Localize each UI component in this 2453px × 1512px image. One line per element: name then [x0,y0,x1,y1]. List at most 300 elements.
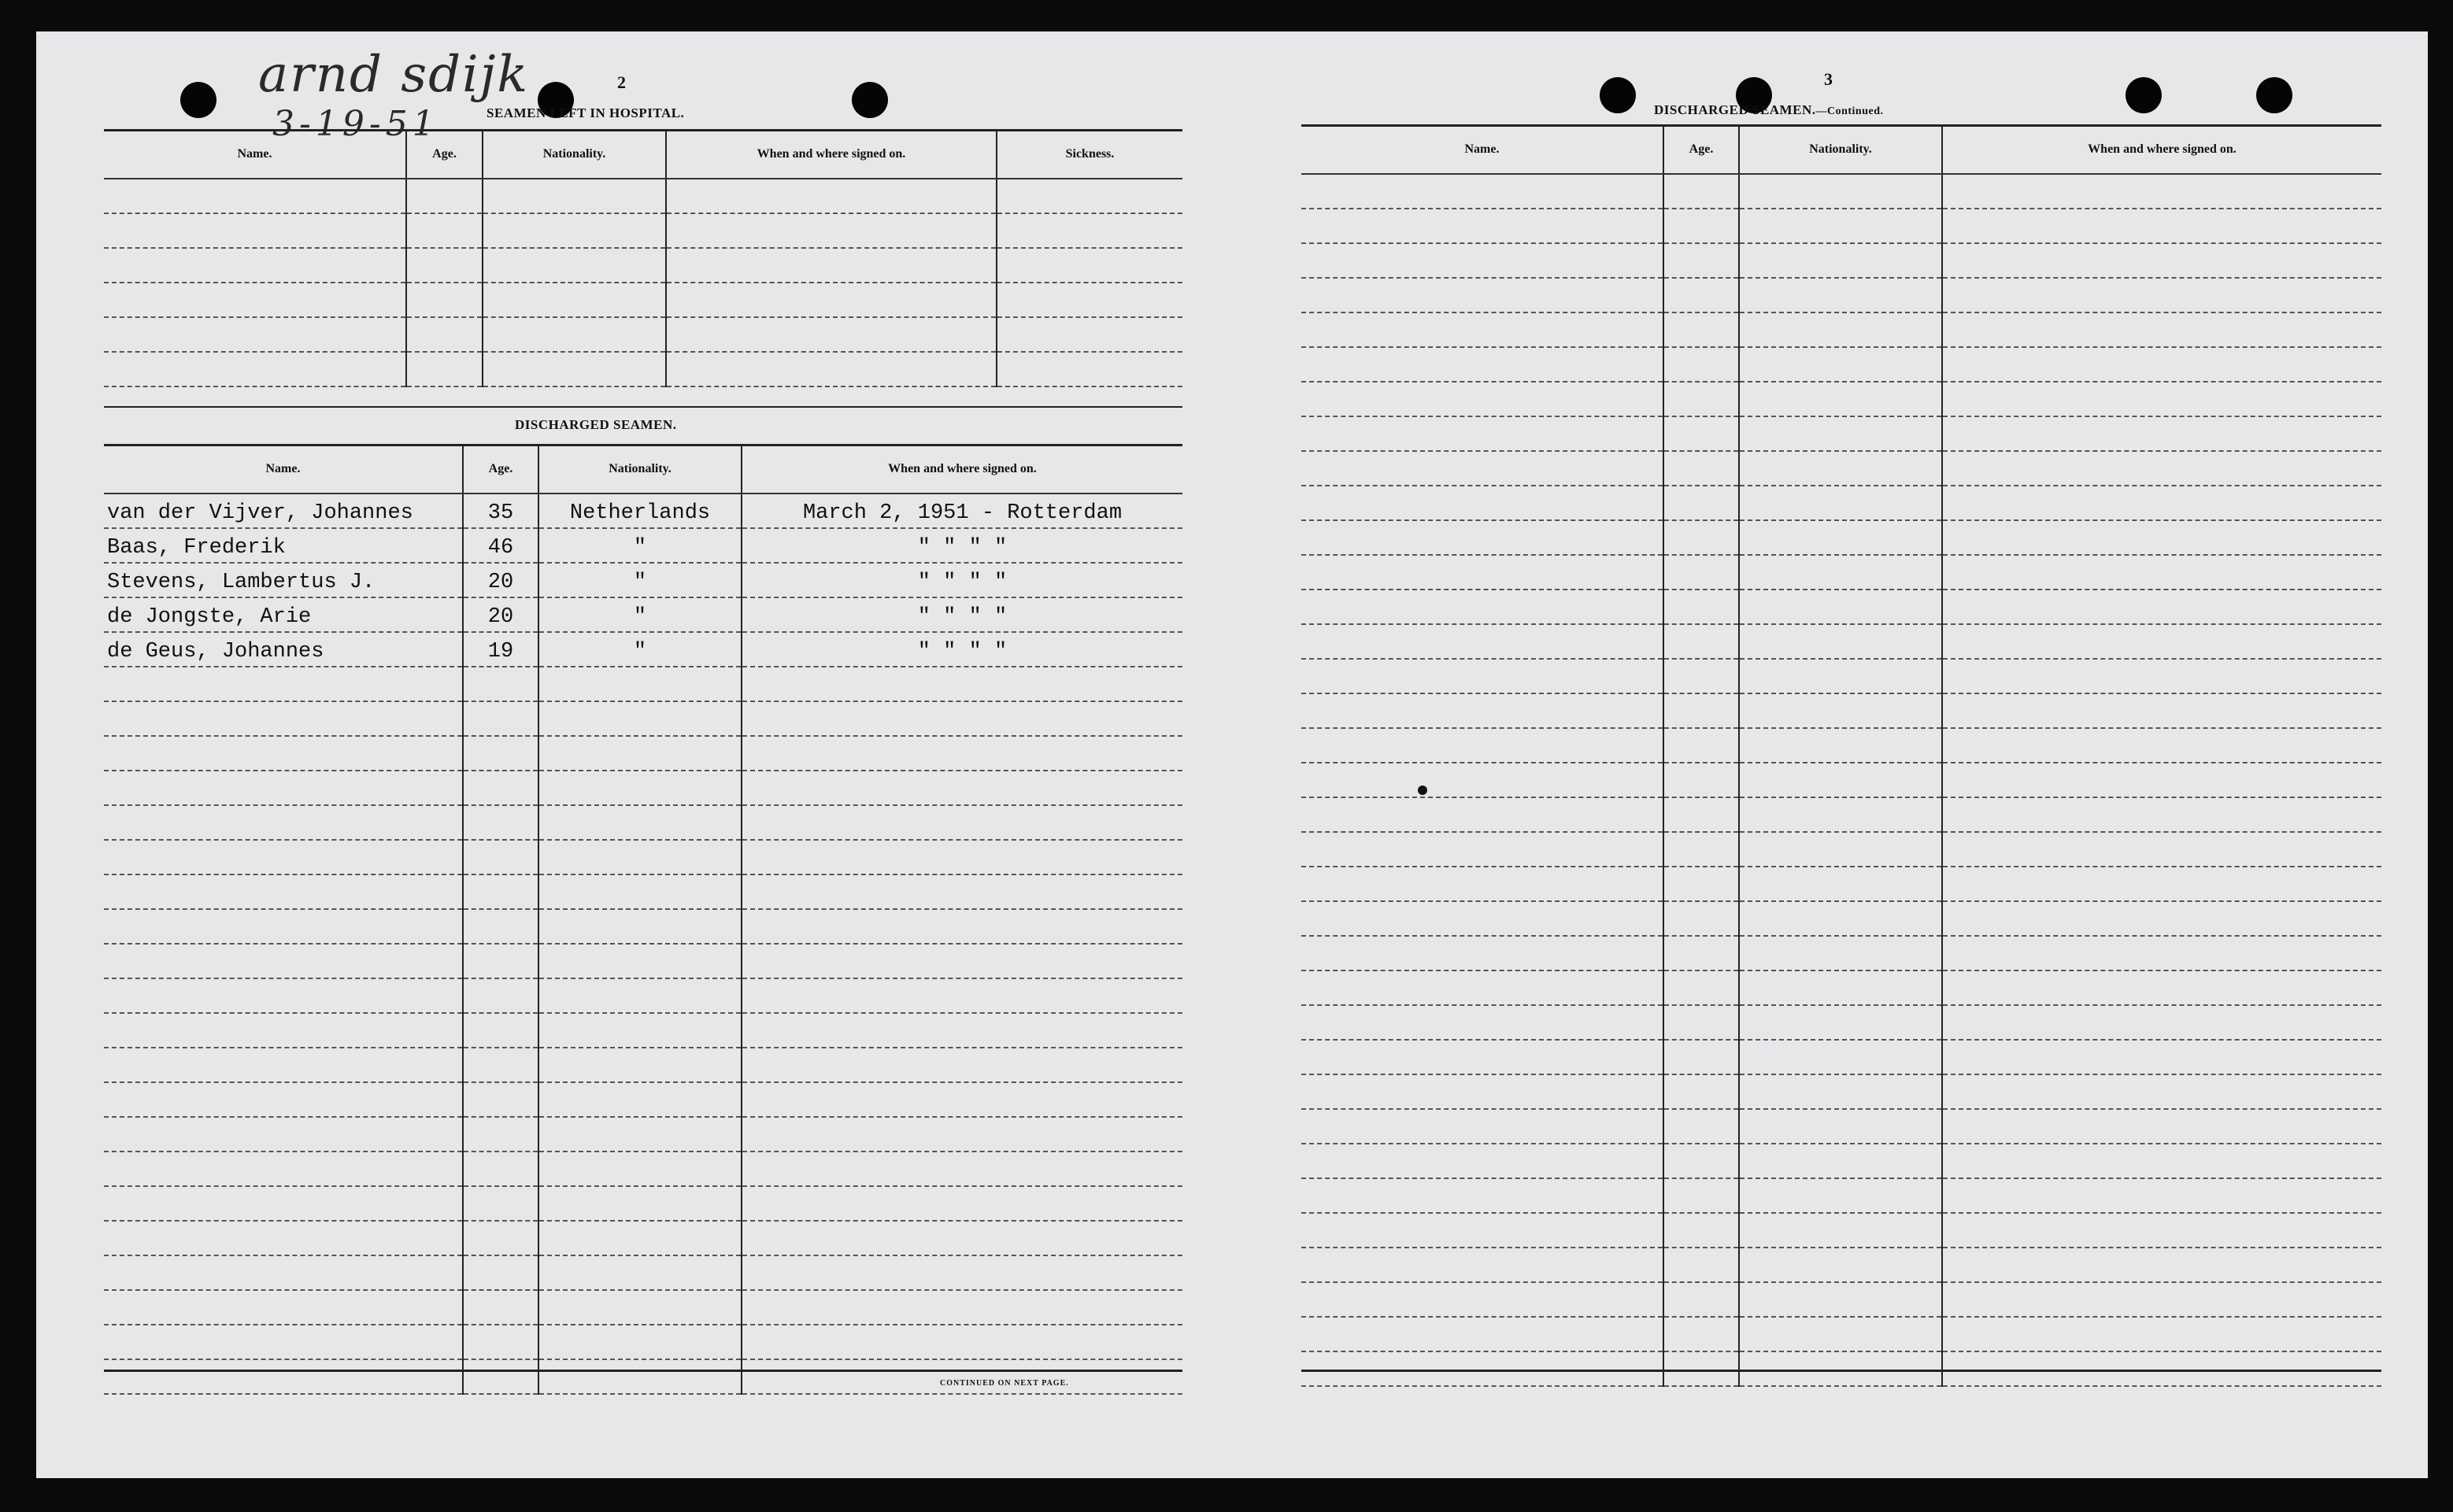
seaman-name: de Geus, Johannes [104,632,463,667]
table-cell [1942,486,2381,520]
table-cell [1301,1178,1663,1213]
table-row [104,1221,1182,1255]
table-cell [104,179,406,213]
table-row [104,840,1182,874]
table-cell [742,1255,1182,1290]
table-cell [1739,763,1942,797]
table-cell [104,317,406,352]
table-row [104,213,1182,248]
table-cell [1301,555,1663,590]
table-row [104,909,1182,944]
seaman-signed-on: " " " " [742,528,1182,563]
table-cell [1739,936,1942,970]
table-cell [1942,1317,2381,1351]
table-cell [1663,936,1739,970]
table-cell [538,978,742,1013]
column-header-nationality: Nationality. [483,131,666,179]
table-cell [1739,209,1942,243]
table-cell [1942,1178,2381,1213]
table-cell [1663,555,1739,590]
table-row [1301,867,2381,901]
table-cell [997,179,1182,213]
table-cell [1942,278,2381,312]
table-row [1301,624,2381,659]
table-cell [538,736,742,771]
table-cell [483,213,666,248]
table-cell [1663,659,1739,693]
table-cell [1942,416,2381,451]
table-cell [742,1325,1182,1359]
column-header-name: Name. [1301,126,1663,174]
table-cell [1739,1317,1942,1351]
table-cell [104,1255,463,1290]
table-cell [997,213,1182,248]
table-cell [1301,970,1663,1005]
column-header-age: Age. [406,131,483,179]
table-cell [463,1359,538,1394]
table-cell [1942,243,2381,278]
table-cell [1739,797,1942,832]
table-cell [742,1152,1182,1186]
table-cell [1663,209,1739,243]
table-cell [1739,970,1942,1005]
seaman-nationality: Netherlands [538,494,742,528]
table-cell [1739,1040,1942,1074]
table-cell [483,283,666,317]
table-cell [538,701,742,736]
document-sheet [36,31,2428,1478]
table-cell [538,944,742,978]
table-cell [1663,1144,1739,1178]
seaman-name: Stevens, Lambertus J. [104,563,463,597]
table-row [1301,174,2381,209]
handwritten-date: 3-19-51 [272,104,439,144]
table-row [1301,382,2381,416]
table-cell [406,248,483,283]
table-cell [1663,867,1739,901]
table-cell [538,1013,742,1048]
table-cell [538,1221,742,1255]
table-cell [538,909,742,944]
table-cell [538,840,742,874]
table-cell [104,352,406,386]
table-cell [463,1048,538,1082]
table-cell [463,1290,538,1325]
table-cell [1301,936,1663,970]
table-cell [1739,1144,1942,1178]
table-cell [104,805,463,840]
table-cell [1663,486,1739,520]
table-row [1301,1317,2381,1351]
column-header-signed-on: When and where signed on. [742,445,1182,494]
table-row [1301,209,2381,243]
table-cell [1301,901,1663,936]
table-row [104,944,1182,978]
table-cell [1301,797,1663,832]
table-cell [483,248,666,283]
right-page [1232,31,2428,1478]
table-cell [1942,797,2381,832]
table-cell [1739,728,1942,763]
table-cell [1301,312,1663,347]
table-cell [1663,1248,1739,1282]
table-row [104,1048,1182,1082]
table-cell [1301,486,1663,520]
table-cell [1301,1144,1663,1178]
table-cell [104,1221,463,1255]
table-cell [1663,693,1739,728]
table-cell [104,701,463,736]
table-cell [1739,174,1942,209]
table-cell [463,1255,538,1290]
table-cell [1942,209,2381,243]
table-row [104,701,1182,736]
table-cell [1663,728,1739,763]
table-cell [463,736,538,771]
table-cell [104,944,463,978]
table-cell [742,1117,1182,1152]
punch-hole [852,82,888,118]
seaman-signed-on: " " " " [742,632,1182,667]
table-cell [538,771,742,805]
table-cell [483,352,666,386]
table-cell [538,667,742,701]
ink-speck [1418,786,1427,795]
table-cell [1739,1109,1942,1144]
table-cell [666,283,997,317]
seaman-name: van der Vijver, Johannes [104,494,463,528]
table-row [104,1117,1182,1152]
table-row [104,1290,1182,1325]
table-cell [538,1255,742,1290]
table-cell [666,179,997,213]
table-row [1301,590,2381,624]
table-cell [1739,1282,1942,1317]
table-cell [1663,1351,1739,1386]
hospital-section-title: SEAMEN LEFT IN HOSPITAL. [487,105,685,120]
table-cell [463,1013,538,1048]
table-cell [1301,693,1663,728]
table-cell [104,1082,463,1117]
discharged-continued-title [1654,102,1884,118]
table-cell [538,1117,742,1152]
table-cell [742,1013,1182,1048]
table-cell [1301,1351,1663,1386]
table-cell [1301,1317,1663,1351]
column-header-nationality: Nationality. [538,445,742,494]
table-cell [538,874,742,909]
table-row [1301,1248,2381,1282]
table-row [1301,936,2381,970]
table-cell [742,840,1182,874]
table-cell [1301,382,1663,416]
table-cell [1301,624,1663,659]
table-row [1301,659,2381,693]
discharged-table [104,445,1182,1395]
table-row [104,1082,1182,1117]
table-cell [463,1082,538,1117]
bottom-rule [104,1370,1182,1372]
table-cell [104,1117,463,1152]
table-cell [463,1152,538,1186]
table-cell [1739,451,1942,486]
table-cell [406,352,483,386]
table-row [1301,763,2381,797]
section-rule [104,406,1182,408]
column-header-name: Name. [104,131,406,179]
table-cell [1301,1074,1663,1109]
punch-hole [2256,77,2292,113]
table-row [104,805,1182,840]
table-cell [1663,243,1739,278]
seaman-age: 20 [463,563,538,597]
table-row [104,248,1182,283]
table-cell [1942,763,2381,797]
table-cell [742,874,1182,909]
table-cell [1739,590,1942,624]
column-header-nationality: Nationality. [1739,126,1942,174]
table-cell [1942,1005,2381,1040]
table-row [1301,1040,2381,1074]
table-cell [483,179,666,213]
table-cell [1739,624,1942,659]
table-row [1301,1213,2381,1248]
table-row [1301,1074,2381,1109]
table-cell [1942,1248,2381,1282]
table-cell [1942,901,2381,936]
table-cell [1739,901,1942,936]
column-header-signed-on: When and where signed on. [666,131,997,179]
table-cell [463,944,538,978]
table-cell [1663,1178,1739,1213]
table-cell [1301,1213,1663,1248]
seaman-name: Baas, Frederik [104,528,463,563]
table-cell [406,317,483,352]
table-row [1301,520,2381,555]
table-row [104,1325,1182,1359]
seaman-nationality: " [538,632,742,667]
table-cell [1663,312,1739,347]
seaman-age: 35 [463,494,538,528]
table-row [104,1013,1182,1048]
table-cell [1739,486,1942,520]
table-cell [104,1013,463,1048]
table-row [104,494,1182,528]
table-cell [666,317,997,352]
table-row [1301,693,2381,728]
table-cell [1942,1282,2381,1317]
table-cell [666,213,997,248]
table-cell [406,179,483,213]
table-cell [463,909,538,944]
table-row [104,736,1182,771]
table-cell [104,771,463,805]
table-cell [1739,1351,1942,1386]
column-header-sickness: Sickness. [997,131,1182,179]
table-row [104,632,1182,667]
table-cell [1663,382,1739,416]
table-cell [742,771,1182,805]
table-cell [1942,1040,2381,1074]
table-cell [1301,590,1663,624]
table-cell [1301,243,1663,278]
table-cell [1739,520,1942,555]
discharged-section-title: DISCHARGED SEAMEN. [515,417,677,432]
title-main: DISCHARGED SEAMEN. [1654,102,1816,117]
table-cell [1663,1005,1739,1040]
table-cell [1942,312,2381,347]
table-cell [742,909,1182,944]
table-cell [104,1359,463,1394]
table-cell [104,1186,463,1221]
table-row [1301,1144,2381,1178]
table-cell [1942,728,2381,763]
table-cell [1739,347,1942,382]
table-cell [1301,209,1663,243]
table-cell [483,317,666,352]
table-cell [1663,970,1739,1005]
table-cell [104,248,406,283]
table-cell [742,667,1182,701]
table-cell [1301,867,1663,901]
table-cell [104,213,406,248]
table-cell [1739,416,1942,451]
table-cell [1301,451,1663,486]
table-cell [1301,728,1663,763]
table-cell [406,213,483,248]
table-cell [1739,1213,1942,1248]
table-row [1301,312,2381,347]
table-cell [104,909,463,944]
table-row [104,179,1182,213]
table-cell [742,1082,1182,1117]
seaman-signed-on: " " " " [742,597,1182,632]
table-row [104,667,1182,701]
seaman-name: de Jongste, Arie [104,597,463,632]
table-cell [742,1048,1182,1082]
table-cell [1301,1005,1663,1040]
table-cell [1739,659,1942,693]
page-number: 2 [617,72,626,92]
table-cell [1663,763,1739,797]
table-cell [104,667,463,701]
table-row [1301,1005,2381,1040]
column-header-name: Name. [104,445,463,494]
table-row [104,874,1182,909]
table-cell [1942,555,2381,590]
table-cell [1942,624,2381,659]
title-suffix: —Continued. [1815,105,1884,117]
table-cell [1739,693,1942,728]
table-cell [1301,347,1663,382]
table-row [1301,797,2381,832]
left-page [36,31,1232,1478]
seaman-nationality: " [538,597,742,632]
table-cell [742,736,1182,771]
table-row [1301,347,2381,382]
table-cell [1942,1109,2381,1144]
table-cell [1301,278,1663,312]
table-cell [1301,763,1663,797]
table-cell [463,771,538,805]
table-cell [997,248,1182,283]
table-row [104,1359,1182,1394]
table-cell [1739,243,1942,278]
table-cell [742,1359,1182,1394]
table-cell [104,978,463,1013]
table-row [1301,278,2381,312]
table-cell [1739,555,1942,590]
table-row [104,1186,1182,1221]
table-cell [538,805,742,840]
table-cell [1942,347,2381,382]
table-row [104,1255,1182,1290]
table-cell [1942,1351,2381,1386]
table-cell [1739,867,1942,901]
table-cell [1663,174,1739,209]
bottom-rule [1301,1370,2381,1372]
table-cell [538,1186,742,1221]
table-cell [1663,590,1739,624]
page-number: 3 [1824,69,1833,89]
table-cell [1942,382,2381,416]
table-cell [1942,590,2381,624]
table-cell [538,1325,742,1359]
table-row [104,597,1182,632]
table-cell [463,1221,538,1255]
table-cell [104,283,406,317]
table-cell [1942,451,2381,486]
table-cell [1663,624,1739,659]
punch-hole [1600,77,1636,113]
table-cell [104,1325,463,1359]
table-row [104,563,1182,597]
table-cell [666,248,997,283]
table-cell [742,805,1182,840]
table-cell [1942,1213,2381,1248]
table-row [1301,1282,2381,1317]
table-cell [1739,832,1942,867]
table-cell [1663,1074,1739,1109]
table-cell [1663,797,1739,832]
table-cell [538,1290,742,1325]
table-cell [538,1359,742,1394]
table-row [104,352,1182,386]
table-row [1301,901,2381,936]
column-header-signed-on: When and where signed on. [1942,126,2381,174]
table-row [1301,486,2381,520]
table-cell [997,317,1182,352]
table-row [1301,970,2381,1005]
table-cell [463,1325,538,1359]
table-cell [463,667,538,701]
column-header-age: Age. [463,445,538,494]
table-cell [463,701,538,736]
table-cell [997,352,1182,386]
seaman-age: 19 [463,632,538,667]
table-row [1301,243,2381,278]
footer-continued: CONTINUED ON NEXT PAGE. [940,1379,1069,1388]
table-cell [104,736,463,771]
table-cell [104,1048,463,1082]
seaman-nationality: " [538,528,742,563]
seaman-nationality: " [538,563,742,597]
table-cell [1739,312,1942,347]
table-cell [406,283,483,317]
table-cell [1739,1074,1942,1109]
table-cell [538,1082,742,1117]
table-cell [1663,1282,1739,1317]
